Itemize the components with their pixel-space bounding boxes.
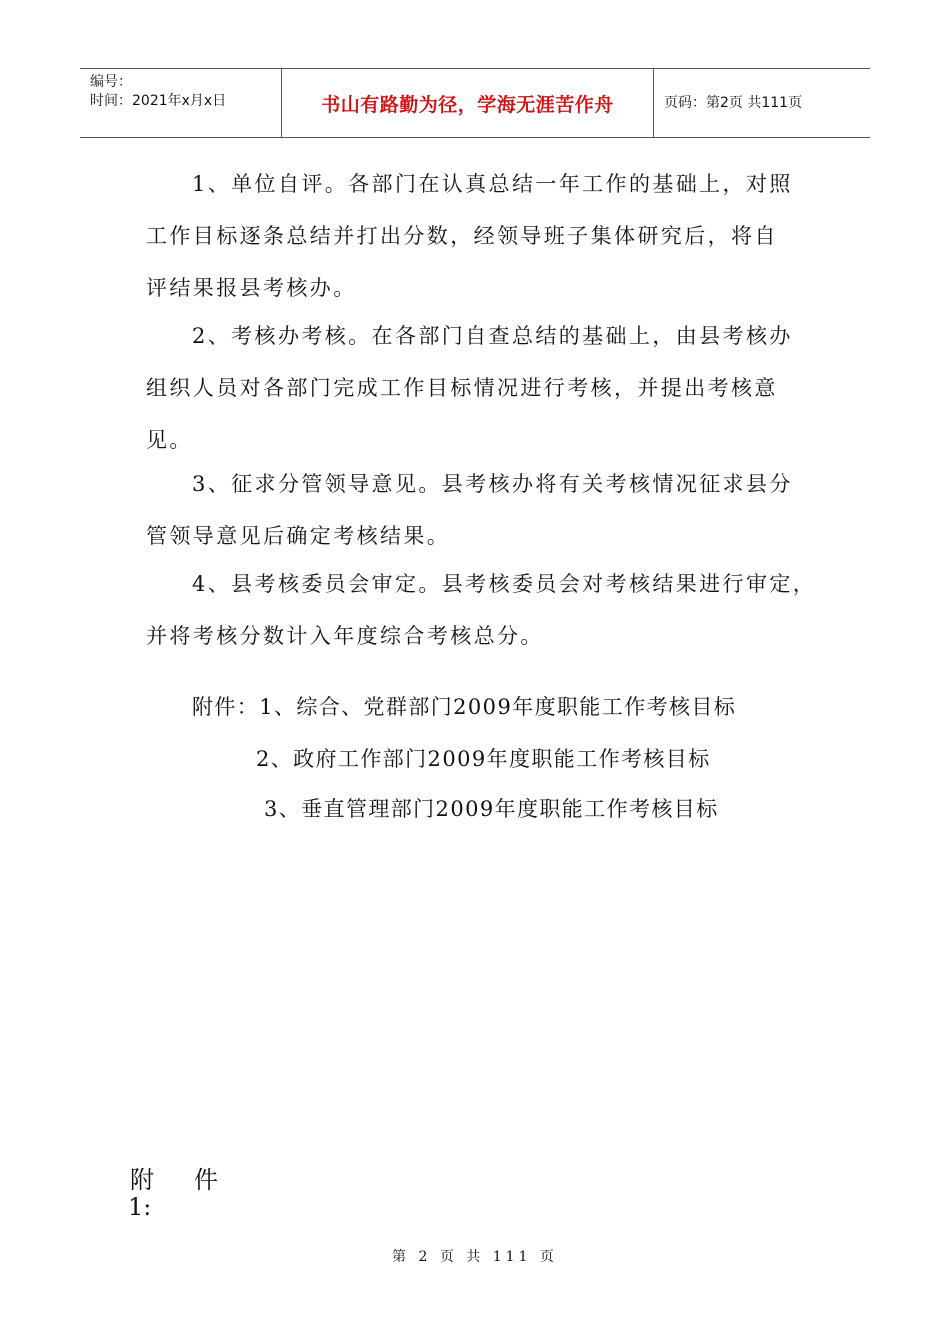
page-header	[80, 68, 870, 138]
motto: 书山有路勤为径，学海无涯苦作舟	[321, 93, 614, 116]
attachment-item-2: 2、政府工作部门2009年度职能工作考核目标	[256, 747, 711, 771]
page-footer: 第 2 页 共 111 页	[392, 1249, 558, 1265]
paragraph-line: 评结果报县考核办。	[146, 276, 357, 300]
paragraph-3	[146, 458, 830, 562]
time-label: 时间：2021年x月x日	[90, 93, 227, 109]
attachment-item-3: 3、垂直管理部门2009年度职能工作考核目标	[264, 797, 719, 821]
attachment-item-1: 附件：1、综合、党群部门2009年度职能工作考核目标	[192, 695, 737, 719]
page-label: 页码：第2页 共111页	[664, 95, 803, 111]
paragraph-line: 见。	[146, 428, 193, 452]
paragraph-line: 1、单位自评。各部门在认真总结一年工作的基础上，对照	[192, 172, 793, 196]
appendix-heading-char: 件	[194, 1166, 218, 1194]
appendix-heading-number: 1:	[128, 1193, 152, 1221]
paragraph-line: 管领导意见后确定考核结果。	[146, 524, 451, 548]
paragraph-line: 4、县考核委员会审定。县考核委员会对考核结果进行审定，	[192, 572, 817, 596]
paragraph-line: 工作目标逐条总结并打出分数，经领导班子集体研究后，将自	[146, 224, 778, 248]
header-motto-cell	[282, 69, 654, 137]
paragraph-line: 2、考核办考核。在各部门自查总结的基础上，由县考核办	[192, 324, 793, 348]
paragraph-2	[146, 310, 830, 466]
paragraph-line: 并将考核分数计入年度综合考核总分。	[146, 624, 544, 648]
paragraph-4	[146, 558, 830, 662]
appendix-heading-char: 附	[130, 1166, 154, 1194]
paragraph-1	[146, 158, 830, 314]
header-page-cell	[654, 69, 870, 137]
number-label: 编号：	[90, 74, 132, 90]
paragraph-line: 3、征求分管领导意见。县考核办将有关考核情况征求县分	[192, 472, 793, 496]
paragraph-line: 组织人员对各部门完成工作目标情况进行考核，并提出考核意	[146, 376, 778, 400]
header-meta	[80, 69, 282, 137]
